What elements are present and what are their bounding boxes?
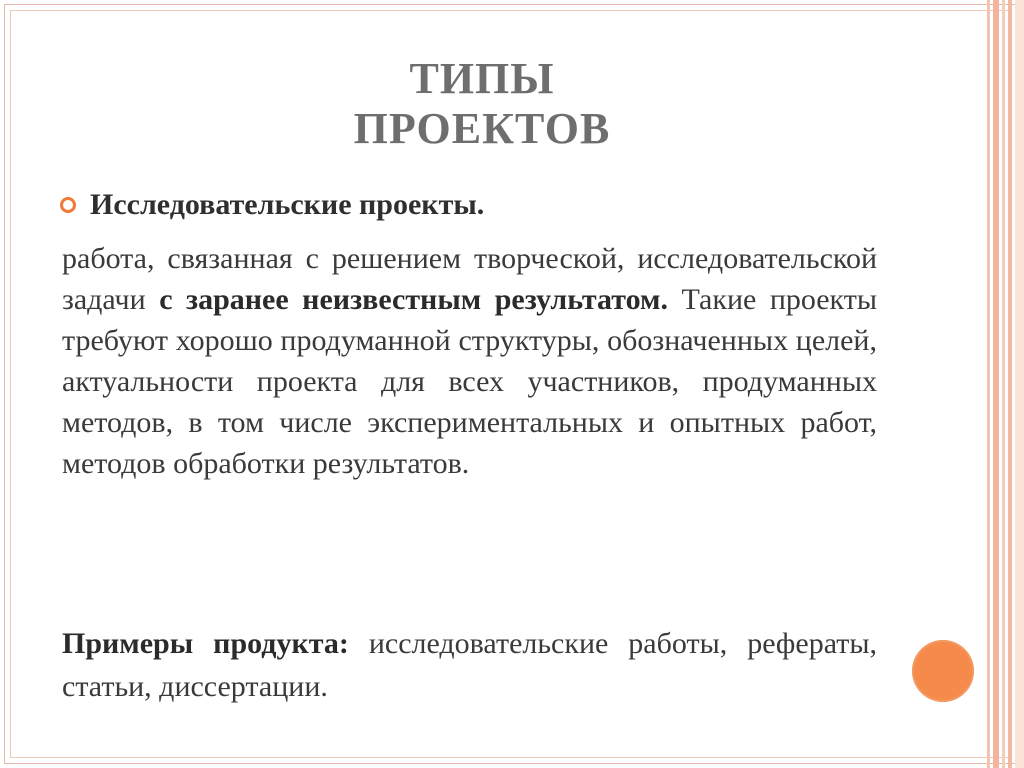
decor-stripe	[993, 0, 999, 768]
decor-stripe	[987, 0, 990, 768]
examples-label: Примеры продукта:	[62, 627, 349, 660]
slide-title-line2: ПРОЕКТОВ	[353, 104, 611, 153]
decor-stripe	[1008, 0, 1012, 768]
examples-text: исследовательские работы, рефераты, статьи, диссертации.	[62, 627, 877, 703]
bullet-heading: Исследовательские проекты.	[90, 188, 485, 221]
examples-paragraph	[62, 622, 877, 708]
ring-bullet-icon	[60, 197, 76, 213]
decor-stripe	[1002, 0, 1005, 768]
body-text-part2: Такие проекты требуют хорошо продуманной структуры, обозначенных целей, актуальности проекта для всех участников, продуманных методов, в том числе экспериментальных и опытных работ, методов обработки результатов.	[62, 283, 877, 480]
body-paragraph	[62, 238, 877, 484]
slide-title-line1: ТИПЫ	[409, 54, 555, 103]
bullet-item	[60, 188, 880, 222]
decor-stripe	[1015, 0, 1024, 768]
body-text-part1: работа, связанная с решением творческой, исследовательской задачи	[62, 242, 877, 316]
orange-circle-decoration	[912, 640, 974, 702]
slide-title	[300, 54, 664, 154]
body-text-bold: с заранее неизвестным результатом.	[159, 283, 668, 316]
